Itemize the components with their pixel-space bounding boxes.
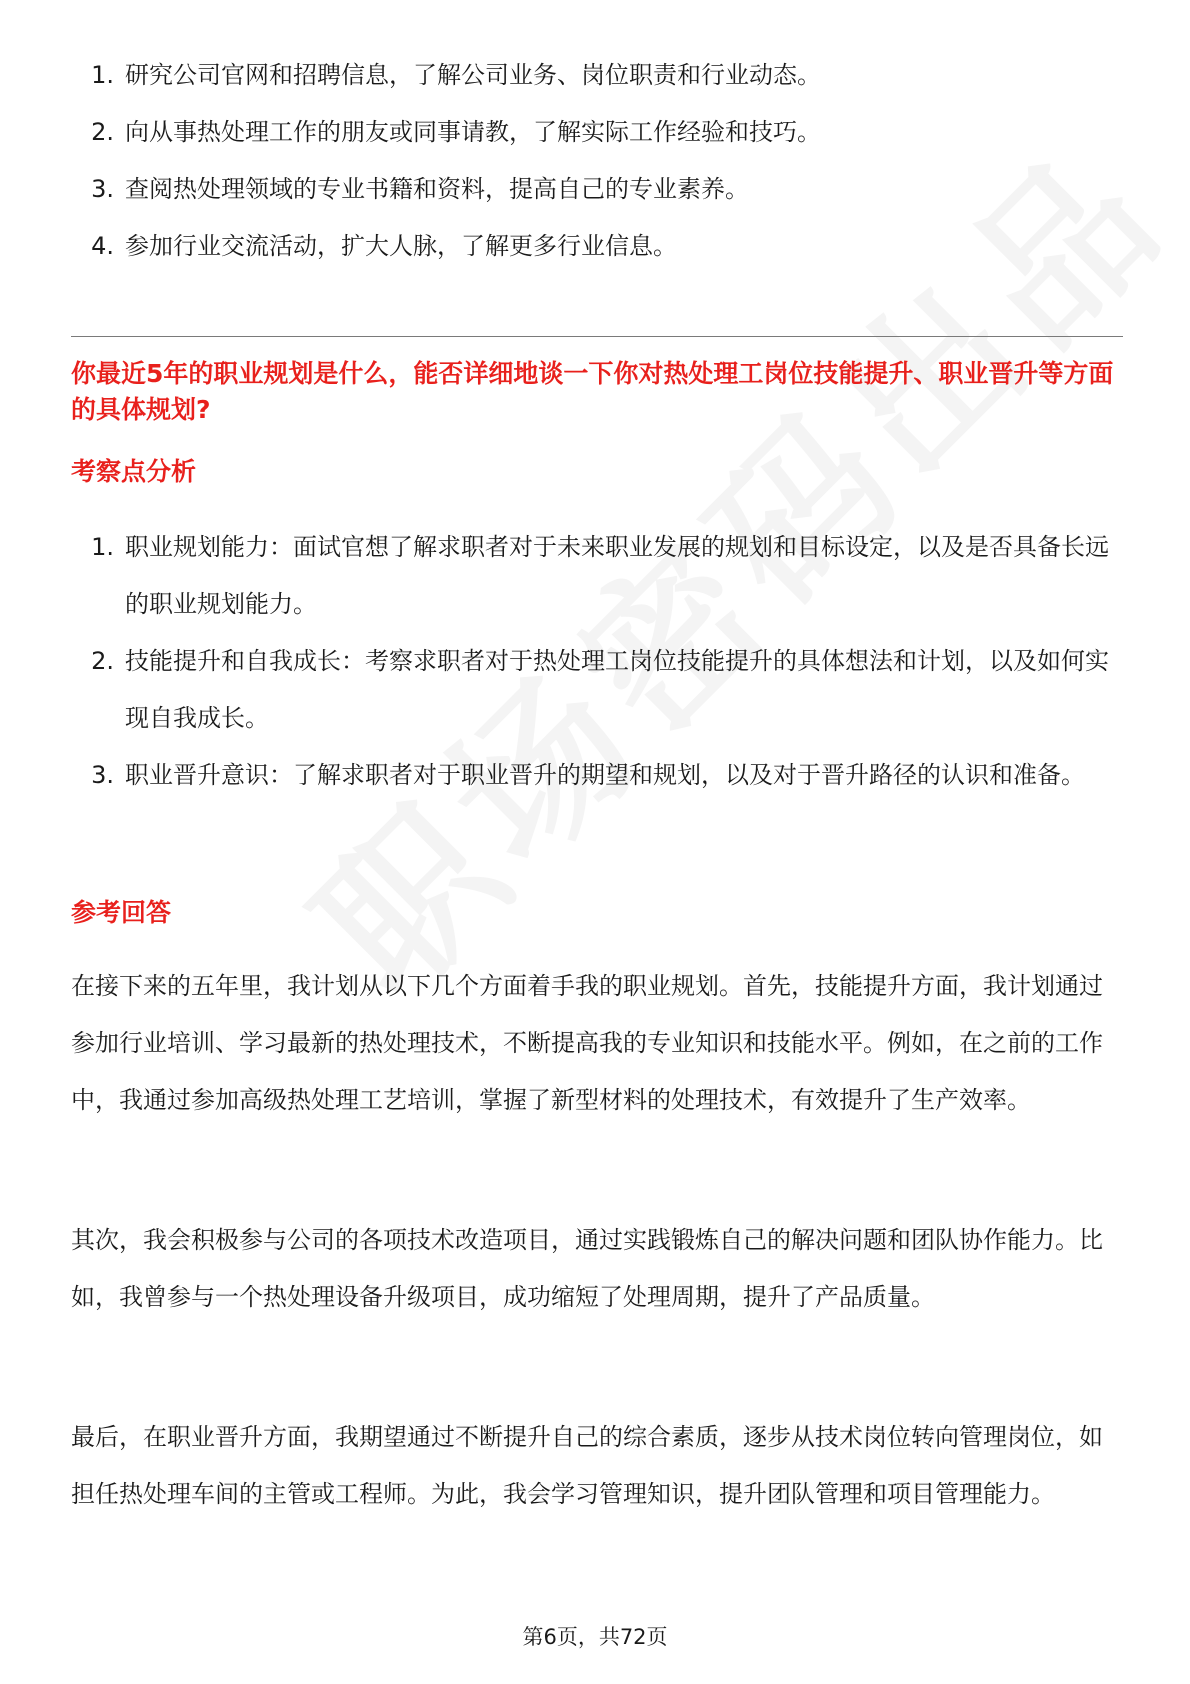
list-item: 2. 技能提升和自我成长：考察求职者对于热处理工岗位技能提升的具体想法和计划，以及如何实现自我成长。 <box>91 647 1109 732</box>
list-item-text: 职业晋升意识：了解求职者对于职业晋升的期望和规划，以及对于晋升路径的认识和准备。 <box>125 761 1085 789</box>
list-item-text: 职业规划能力：面试官想了解求职者对于未来职业发展的规划和目标设定，以及是否具备长远的职业规划能力。 <box>125 533 1109 618</box>
list-item-text: 研究公司官网和招聘信息，了解公司业务、岗位职责和行业动态。 <box>125 61 821 89</box>
analysis-heading: 考察点分析 <box>71 457 197 486</box>
list-item-text: 技能提升和自我成长：考察求职者对于热处理工岗位技能提升的具体想法和计划，以及如何实现自我成长。 <box>125 647 1109 732</box>
answer-paragraph: 最后，在职业晋升方面，我期望通过不断提升自己的综合素质，逐步从技术岗位转向管理岗位，如担任热处理车间的主管或工程师。为此，我会学习管理知识，提升团队管理和项目管理能力。 <box>71 1423 1103 1508</box>
list-item-text: 向从事热处理工作的朋友或同事请教，了解实际工作经验和技巧。 <box>125 118 821 146</box>
list-item: 4. 参加行业交流活动，扩大人脉，了解更多行业信息。 <box>91 232 677 260</box>
list-item: 3. 查阅热处理领域的专业书籍和资料，提高自己的专业素养。 <box>91 175 749 203</box>
answer-heading: 参考回答 <box>71 898 172 927</box>
list-item: 1. 职业规划能力：面试官想了解求职者对于未来职业发展的规划和目标设定，以及是否具备长远的职业规划能力。 <box>91 533 1109 618</box>
list-item: 3. 职业晋升意识：了解求职者对于职业晋升的期望和规划，以及对于晋升路径的认识和准备。 <box>91 761 1085 789</box>
list-item-text: 查阅热处理领域的专业书籍和资料，提高自己的专业素养。 <box>125 175 749 203</box>
interview-question: 你最近5年的职业规划是什么，能否详细地谈一下你对热处理工岗位技能提升、职业晋升等方面的具体规划? <box>71 359 1114 424</box>
list-item: 1. 研究公司官网和招聘信息，了解公司业务、岗位职责和行业动态。 <box>91 61 821 89</box>
answer-paragraph: 在接下来的五年里，我计划从以下几个方面着手我的职业规划。首先，技能提升方面，我计划通过参加行业培训、学习最新的热处理技术，不断提高我的专业知识和技能水平。例如，在之前的工作中，我通过参加高级热处理工艺培训，掌握了新型材料的处理技术，有效提升了生产效率。 <box>71 972 1103 1114</box>
intro-list <box>84 47 1124 275</box>
analysis-list <box>84 519 1124 804</box>
page-number: 第6页，共72页 <box>522 1625 668 1649</box>
list-item-text: 参加行业交流活动，扩大人脉，了解更多行业信息。 <box>125 232 677 260</box>
list-item: 2. 向从事热处理工作的朋友或同事请教，了解实际工作经验和技巧。 <box>91 118 821 146</box>
answer-paragraph: 其次，我会积极参与公司的各项技术改造项目，通过实践锻炼自己的解决问题和团队协作能力。比如，我曾参与一个热处理设备升级项目，成功缩短了处理周期，提升了产品质量。 <box>71 1226 1103 1311</box>
section-divider <box>71 336 1123 337</box>
